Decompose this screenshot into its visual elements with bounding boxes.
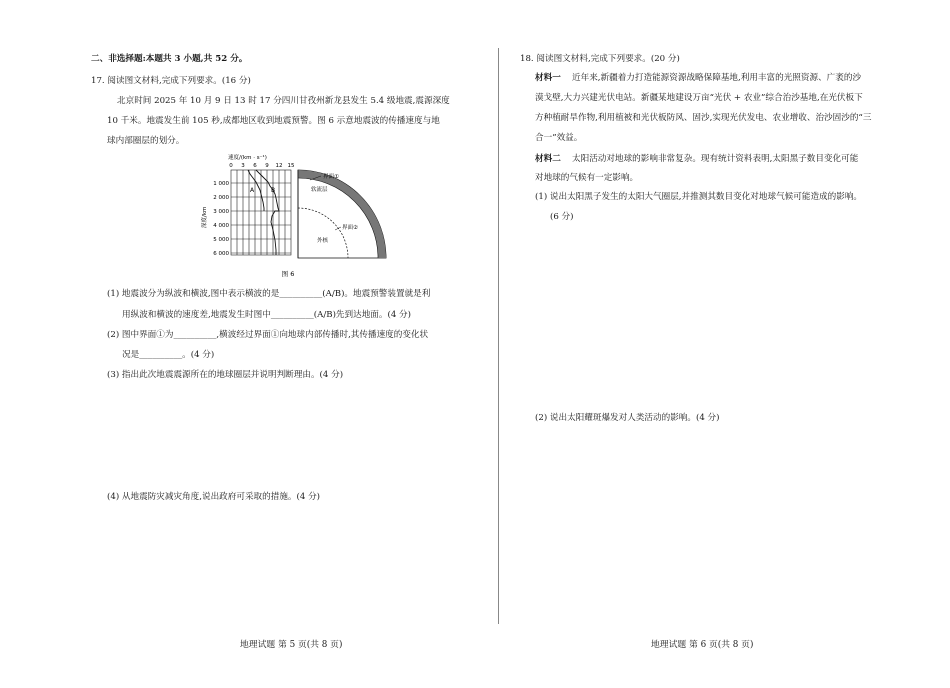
curve-b-label: B (271, 187, 276, 194)
q18-sub1-line1: (1) 说出太阳黑子发生的太阳大气圈层,并推测其数目变化对地球气候可能造成的影响。 (535, 192, 863, 202)
m1-line4: 合一”效益。 (535, 133, 583, 143)
q17-sub2-line1: (2) 图中界面①为__________,横波经过界面①向地球内部传播时,其传播速度的变化状 (107, 330, 429, 340)
section-heading: 二、非选择题:本题共 3 小题,共 52 分。 (91, 54, 248, 64)
m1-line2: 漠戈壁,大力兴建光伏电站。新疆某地建设万亩“光伏 + 农业”综合治沙基地,在光伏板下 (535, 93, 863, 103)
y-tick: 3 000 (213, 209, 229, 215)
m2-label: 材料二 (535, 154, 561, 164)
q17-sub1-line1: (1) 地震波分为纵波和横波,图中表示横波的是__________(A/B)。地震预警装置就是利 (107, 289, 431, 299)
left-footer: 地理试题 第 5 页(共 8 页) (240, 640, 343, 650)
m2-line2: 对地球的气候有一定影响。 (535, 173, 639, 183)
speed-axis-label: 速度/(km · s⁻¹) (228, 155, 267, 161)
earth-section (298, 170, 386, 258)
q18-sub2: (2) 说出太阳耀斑爆发对人类活动的影响。(4 分) (535, 413, 720, 423)
soft-layer-label: 软流层 (311, 187, 328, 193)
x-tick: 6 (253, 163, 257, 169)
chart-grid (231, 170, 291, 255)
x-tick: 3 (241, 163, 245, 169)
y-tick: 2 000 (213, 195, 229, 201)
depth-axis-label: 深度/km (202, 206, 208, 228)
q17-sub1-line2: 用纵波和横波的速度差,地震发生时图中__________(A/B)先到达地面。(4 分) (122, 310, 411, 320)
m1-label: 材料一 (535, 73, 561, 83)
m1-line1: 近年来,新疆着力打造能源资源战略保障基地,利用丰富的光照资源、广袤的沙 (572, 73, 862, 83)
y-tick: 1 000 (213, 181, 229, 187)
y-tick: 5 000 (213, 237, 229, 243)
q17-material-line3: 球内部圈层的划分。 (107, 136, 185, 146)
q18-stem: 18. 阅读图文材料,完成下列要求。(20 分) (520, 54, 680, 64)
y-tick: 4 000 (213, 223, 229, 229)
figure-6 (190, 150, 390, 280)
q17-sub3: (3) 指出此次地震震源所在的地球圈层并说明判断理由。(4 分) (107, 370, 344, 380)
x-tick: 15 (287, 163, 295, 169)
x-tick: 0 (229, 163, 233, 169)
q17-material-line1: 北京时间 2025 年 10 月 9 日 13 时 17 分四川甘孜州新龙县发生 5.4 级地震,震源深度 (117, 96, 450, 106)
page-divider (498, 48, 499, 624)
m1-line3: 方种植耐旱作物,利用植被和光伏板防风、固沙,实现光伏发电、农业增收、治沙固沙的“三 (535, 113, 872, 123)
right-footer: 地理试题 第 6 页(共 8 页) (651, 640, 754, 650)
q17-sub4: (4) 从地震防灾减灾角度,说出政府可采取的措施。(4 分) (107, 492, 321, 502)
x-tick: 12 (275, 163, 283, 169)
q17-stem: 17. 阅读图文材料,完成下列要求。(16 分) (91, 76, 251, 86)
q17-sub2-line2: 况是__________。(4 分) (122, 350, 215, 360)
curve-a-label: A (250, 187, 255, 194)
interface2-label: 界面② (342, 225, 358, 231)
q17-material-line2: 10 千米。地震发生前 105 秒,成都地区收到地震预警。图 6 示意地震波的传播速度与地 (107, 116, 440, 126)
interface1-label: 界面① (323, 174, 339, 180)
outer-core-label: 外核 (317, 238, 329, 244)
q18-sub1-line2: (6 分) (550, 212, 574, 222)
figure-caption: 图 6 (281, 270, 295, 278)
y-tick: 6 000 (213, 251, 229, 257)
x-tick: 9 (265, 163, 269, 169)
m2-line1: 太阳活动对地球的影响非常复杂。现有统计资料表明,太阳黑子数目变化可能 (572, 154, 859, 164)
